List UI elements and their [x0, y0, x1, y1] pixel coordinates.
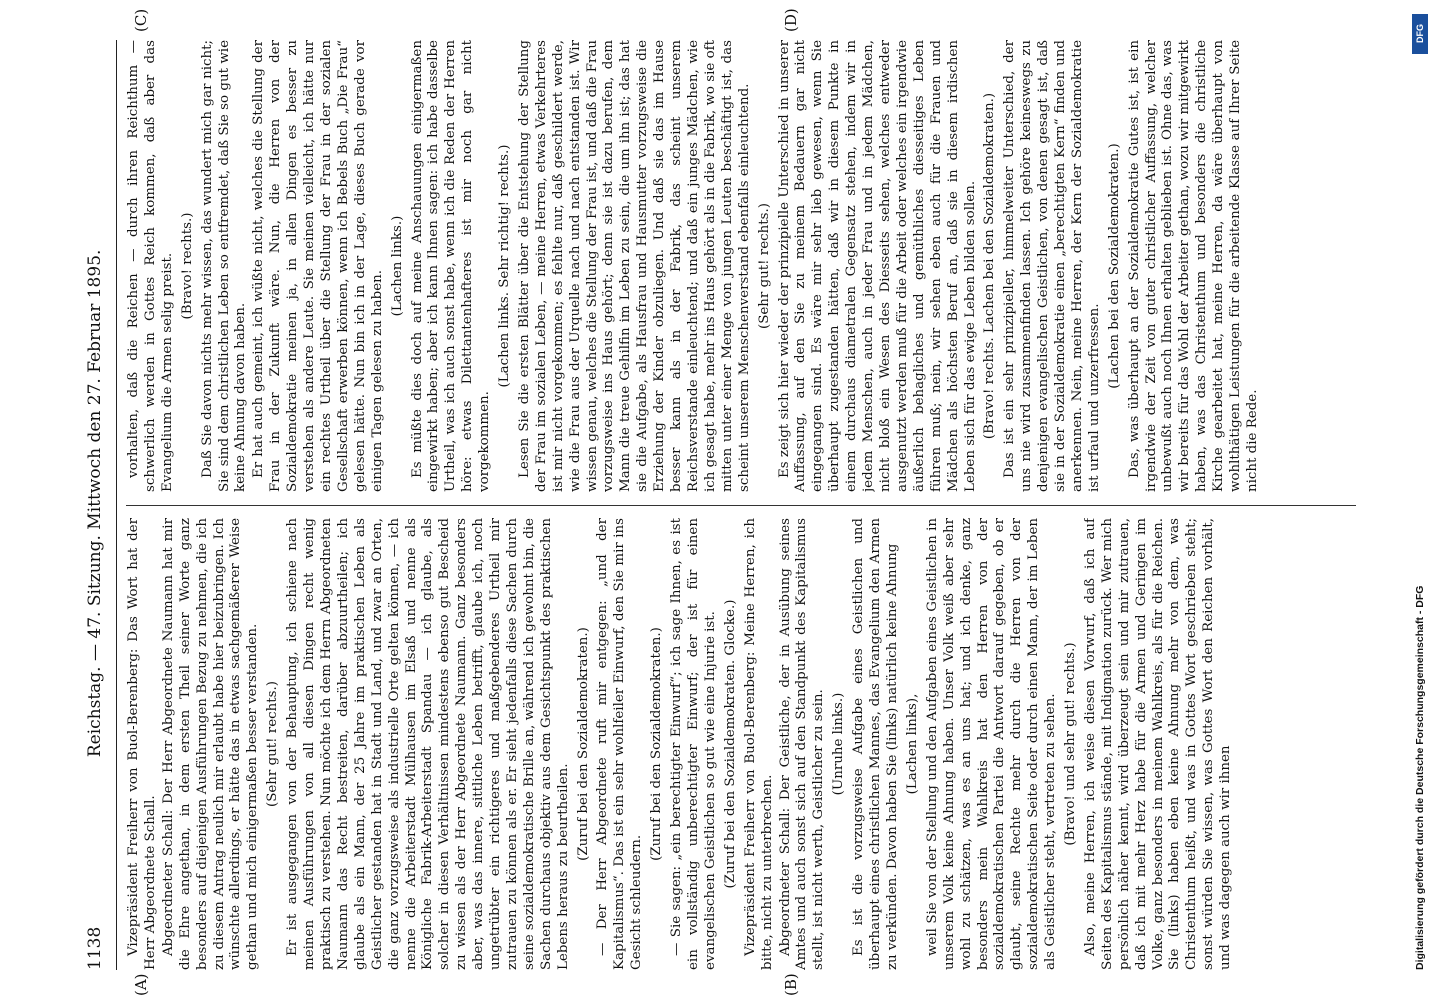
interjection: (Lachen bei den Sozialdemokraten.) [1106, 143, 1122, 389]
interjection: (Zuruf bei den Sozialdemokraten.) [575, 627, 591, 861]
paragraph: — Der Herr Abgeordnete ruft mir entgegen: „und der Kapitalismus“. Das ist ein sehr wohlfeiler Einwurf, den Sie mir ins Gesicht schleudern. [595, 518, 645, 970]
interjection: (Zuruf bei den Sozialdemokraten. Glocke.) [722, 599, 738, 889]
interjection: (Bravo! rechts. Lachen bei den Sozialdemokraten.) [982, 92, 998, 440]
dfg-logo: DFG [1412, 14, 1428, 54]
left-column [126, 518, 1366, 970]
paragraph: Also, meine Herren, ich weise diesen Vorwurf, daß ich auf Seiten des Kapitalismus stände, mit Indignation zurück. Wer mich persönlich näher kennt, wird überzeugt sein und mir zutrauen, daß ich mit mehr Herz habe für die Armen und Geringen im Volke, ganz besonders in meinem Wahlkreis, als für die Reichen. Sie (links) haben eben keine Ahnung mehr von dem, was Christenthum heißt, und was in Gottes Wort geschrieben steht; sonst würden Sie wissen, was Gottes Wort den Reichen vorhält, und was dagegen auch wir ihnen [1082, 518, 1234, 970]
margin-mark-b: (B) [782, 973, 800, 996]
interjection: (Bravo! rechts.) [179, 212, 195, 320]
paragraph: Das, was überhaupt an der Sozialdemokratie Gutes ist, ist ein irgendwie der Zeit von guter christlicher Auffassung, welcher unbewußt auch noch Ihnen erhalten geblieben ist. Ohne das, was wir bereits für das Wohl der Arbeiter gethan, wozu wir mitgewirkt haben, was das Christenthum und besonders die christliche Kirche gearbeitet hat, meine Herren, da wäre überhaupt von wohlthätigen Leistungen für die arbeitende Klasse auf Ihrer Seite nicht die Rede. [1126, 40, 1260, 492]
paragraph: Daß Sie davon nichts mehr wissen, das wundert mich gar nicht; Sie sind dem christlichen Leben so entfremdet, daß Sie so gut wie keine Ahnung davon haben. [199, 40, 249, 492]
paragraph: Abgeordneter Schall: Der Herr Abgeordnete Naumann hat mir die Ehre angethan, in dem ersten Theil seiner Worte ganz besonders auf diejenigen Ausführungen Bezug zu nehmen, die ich zu diesem Antrag neulich mir erlaubt habe hier beizubringen. Ich wünschte allerdings, er hätte das in etwas sachgemäßerer Weise gethan und mich einigermaßen besser verstanden. [160, 518, 261, 970]
margin-mark-c: (C) [132, 8, 150, 32]
right-column [126, 40, 1366, 492]
paragraph: Vizepräsident Freiherr von Buol-Berenberg: Das Wort hat der Herr Abgeordnete Schall. [126, 518, 158, 970]
paragraph: Es ist die vorzugsweise Aufgabe eines Geistlichen und überhaupt eines christlichen Mannes, das Evangelium den Armen zu verkünden. Davon haben Sie (links) natürlich keine Ahnung [851, 518, 900, 970]
running-title: Reichstag. — 47. Sitzung. Mittwoch den 27. Februar 1895. [85, 249, 105, 758]
paragraph: Es müßte dies doch auf meine Anschauungen einigermaßen eingewirkt haben; aber ich kann Ihnen sagen: ich habe dasselbe Urtheil, was ich auch sonst habe, wenn ich die Reden der Herren höre: etwas Dilettantenhafteres ist mir noch gar nicht vorgekommen. [409, 40, 493, 492]
interjection: (Lachen links.) [389, 215, 405, 317]
paragraph: Vizepräsident Freiherr von Buol-Berenberg: Meine Herren, ich bitte, nicht zu unterbrechen. [742, 518, 775, 970]
page-header [78, 40, 112, 970]
interjection: (Lachen links), [904, 693, 920, 795]
interjection: (Zuruf bei den Sozialdemokraten.) [649, 627, 665, 861]
header-rule [116, 40, 117, 970]
paragraph: Abgeordneter Schall: Der Geistliche, der in Ausübung seines Amtes und auch sonst sich auf den Standpunkt des Kapitalismus stellt, ist nicht werth, Geistlicher zu sein. [777, 518, 827, 970]
page-number: 1138 [85, 926, 105, 970]
paragraph: weil Sie von der Stellung und den Aufgaben eines Geistlichen in unserem Volk keine Ahnung haben. Unser Volk weiß aber sehr wohl zu schätzen, was es an uns hat; und ich denke, ganz besonders mein Wahlkreis hat den Herren von der sozialdemokratischen Partei die Antwort darauf gegeben, ob er glaubt, seine Rechte mehr durch die Herren von der sozialdemokratischen Seite oder durch einen Mann, der im Leben als Geistlicher steht, vertreten zu sehen. [924, 518, 1059, 970]
paragraph: — Sie sagen: „ein berechtigter Einwurf“; ich sage Ihnen, es ist ein vollständig unberechtigter Einwurf; der ist für einen evangelischen Geistlichen so gut wie eine Injurie ist. [669, 518, 718, 970]
column-divider [126, 505, 1356, 506]
margin-mark-a: (A) [132, 973, 150, 996]
interjection: (Unruhe links.) [831, 692, 847, 796]
paragraph: vorhalten, daß die Reichen — durch ihren Reichthum — schwerlich werden in Gottes Reich kommen, daß aber das Evangelium die Armen selig preist. [126, 40, 175, 492]
interjection: (Sehr gut! rechts.) [265, 681, 281, 808]
interjection: (Lachen links. Sehr richtig! rechts.) [497, 144, 513, 388]
paragraph: Er ist ausgegangen von der Behauptung, ich schiene nach meinen Ausführungen von all diesen Dingen recht wenig praktisch zu verstehen. Nun möchte ich dem Herrn Abgeordneten Naumann das Recht bestreiten, darüber abzuurtheilen; ich glaube als ein Mann, der 25 Jahre im praktischen Leben als Geistlicher gestanden hat in Stadt und Land, und zwar an Orten, die ganz vorzugsweise als industrielle Orte gelten können, — ich nenne die Arbeiterstadt Mülhausen im Elsaß und nenne als Königliche Fabrik-Arbeiterstadt Spandau — ich glaube, als solcher in diesen Verhältnissen mindestens ebenso gut Bescheid zu wissen als der Herr Abgeordnete Naumann. Ganz besonders aber, was das innere, sittliche Leben betrifft, glaube ich, noch ungetrübter ein richtigeres und maßgebenderes Urtheil mir zutrauen zu können als er. Er sieht jedenfalls diese Sachen durch seine sozialdemokratische Brille an, während ich gewohnt bin, die Sachen durchaus objektiv aus dem Gesichtspunkt des praktischen Lebens heraus zu beurtheilen. [285, 518, 571, 970]
paragraph: Das ist ein sehr prinzipieller, himmelweiter Unterschied, der uns nie wird zusammenfinden lassen. Ich gehöre keineswegs zu denjenigen evangelischen Geistlichen, von denen gesagt ist, daß sie in der Sozialdemokratie einen „berechtigten Kern“ finden und anerkennen. Nein, meine Herren, der Kern der Sozialdemokratie ist urfaul und unzerfressen. [1002, 40, 1102, 492]
rotated-page-content [40, 0, 1385, 1000]
paragraph: Es zeigt sich hier wieder der prinzipielle Unterschied in unserer Auffassung, auf den Sie zu meinem Bedauern gar nicht eingegangen sind. Es wäre mir sehr lieb gewesen, wenn Sie überhaupt zugestanden hätten, daß wir in diesem Punkte in einem durchaus diametralen Gegensatz stehen, indem wir in jedem Menschen, auch in jeder Frau und in jedem Mädchen, nicht bloß ein Wesen des Diesseits sehen, welches entweder ausgenutzt werden muß für die Arbeit oder welches ein irgendwie äußerlich behagliches und gemüthliches diesseitiges Leben führen muß; nein, wir sehen eben auch für die Frauen und Mädchen als höchsten Beruf an, daß sie in diesem irdischen Leben sich für das ewige Leben bilden sollen. [776, 40, 978, 492]
paragraph: Er hat auch gemeint, ich wüßte nicht, welches die Stellung der Frau in der Zukunft wäre. Nun, die Herren von der Sozialdemokratie meinen ja, in allen Dingen es besser zu verstehen als andere Leute. Sie meinen vielleicht, ich hätte nur ein rechtes Urtheil über die Stellung der Frau in der sozialen Gesellschaft erwerben können, wenn ich Bebels Buch „Die Frau“ gelesen hätte. Nun bin ich in der Lage, dieses Buch gerade vor einigen Tagen gelesen zu haben. [251, 40, 385, 492]
interjection: (Sehr gut! rechts.) [756, 203, 772, 330]
digitization-footer [1388, 30, 1428, 970]
paragraph: Lesen Sie die ersten Blätter über die Entstehung der Stellung der Frau im sozialen Leben, — meine Herren, etwas Verkehrteres ist mir nicht vorgekommen; es fehlte nur, daß geschildert werde, wie die Frau aus der Urquelle nach und nach entstanden ist. Wir wissen genau, welches die Stellung der Frau ist, und daß die Frau vorzugsweise ins Haus gehört; denn sie ist dazu berufen, dem Mann die treue Gehilfin im Leben zu sein, die um ihn ist; das hat sie die Aufgabe, als Hausfrau und Hausmutter vorzugsweise die Erziehung der Kinder obzuliegen. Und daß sie das im Hause besser kann als in der Fabrik, das scheint unserem Reichsverstande einleuchtend; und daß ein junges Mädchen, wie ich gesagt habe, mehr ins Haus gehört als in die Fabrik, wo sie oft mitten unter einer Menge von jungen Leuten beschäftigt ist, das scheint unserem Menschenverstand ebenfalls einleuchtend. [516, 40, 752, 492]
footer-credit: Digitalisierung gefördert durch die Deutsche Forschungsgemeinschaft - DFG [1414, 585, 1426, 970]
margin-mark-d: (D) [782, 8, 800, 32]
interjection: (Bravo! und sehr gut! rechts.) [1063, 642, 1079, 846]
